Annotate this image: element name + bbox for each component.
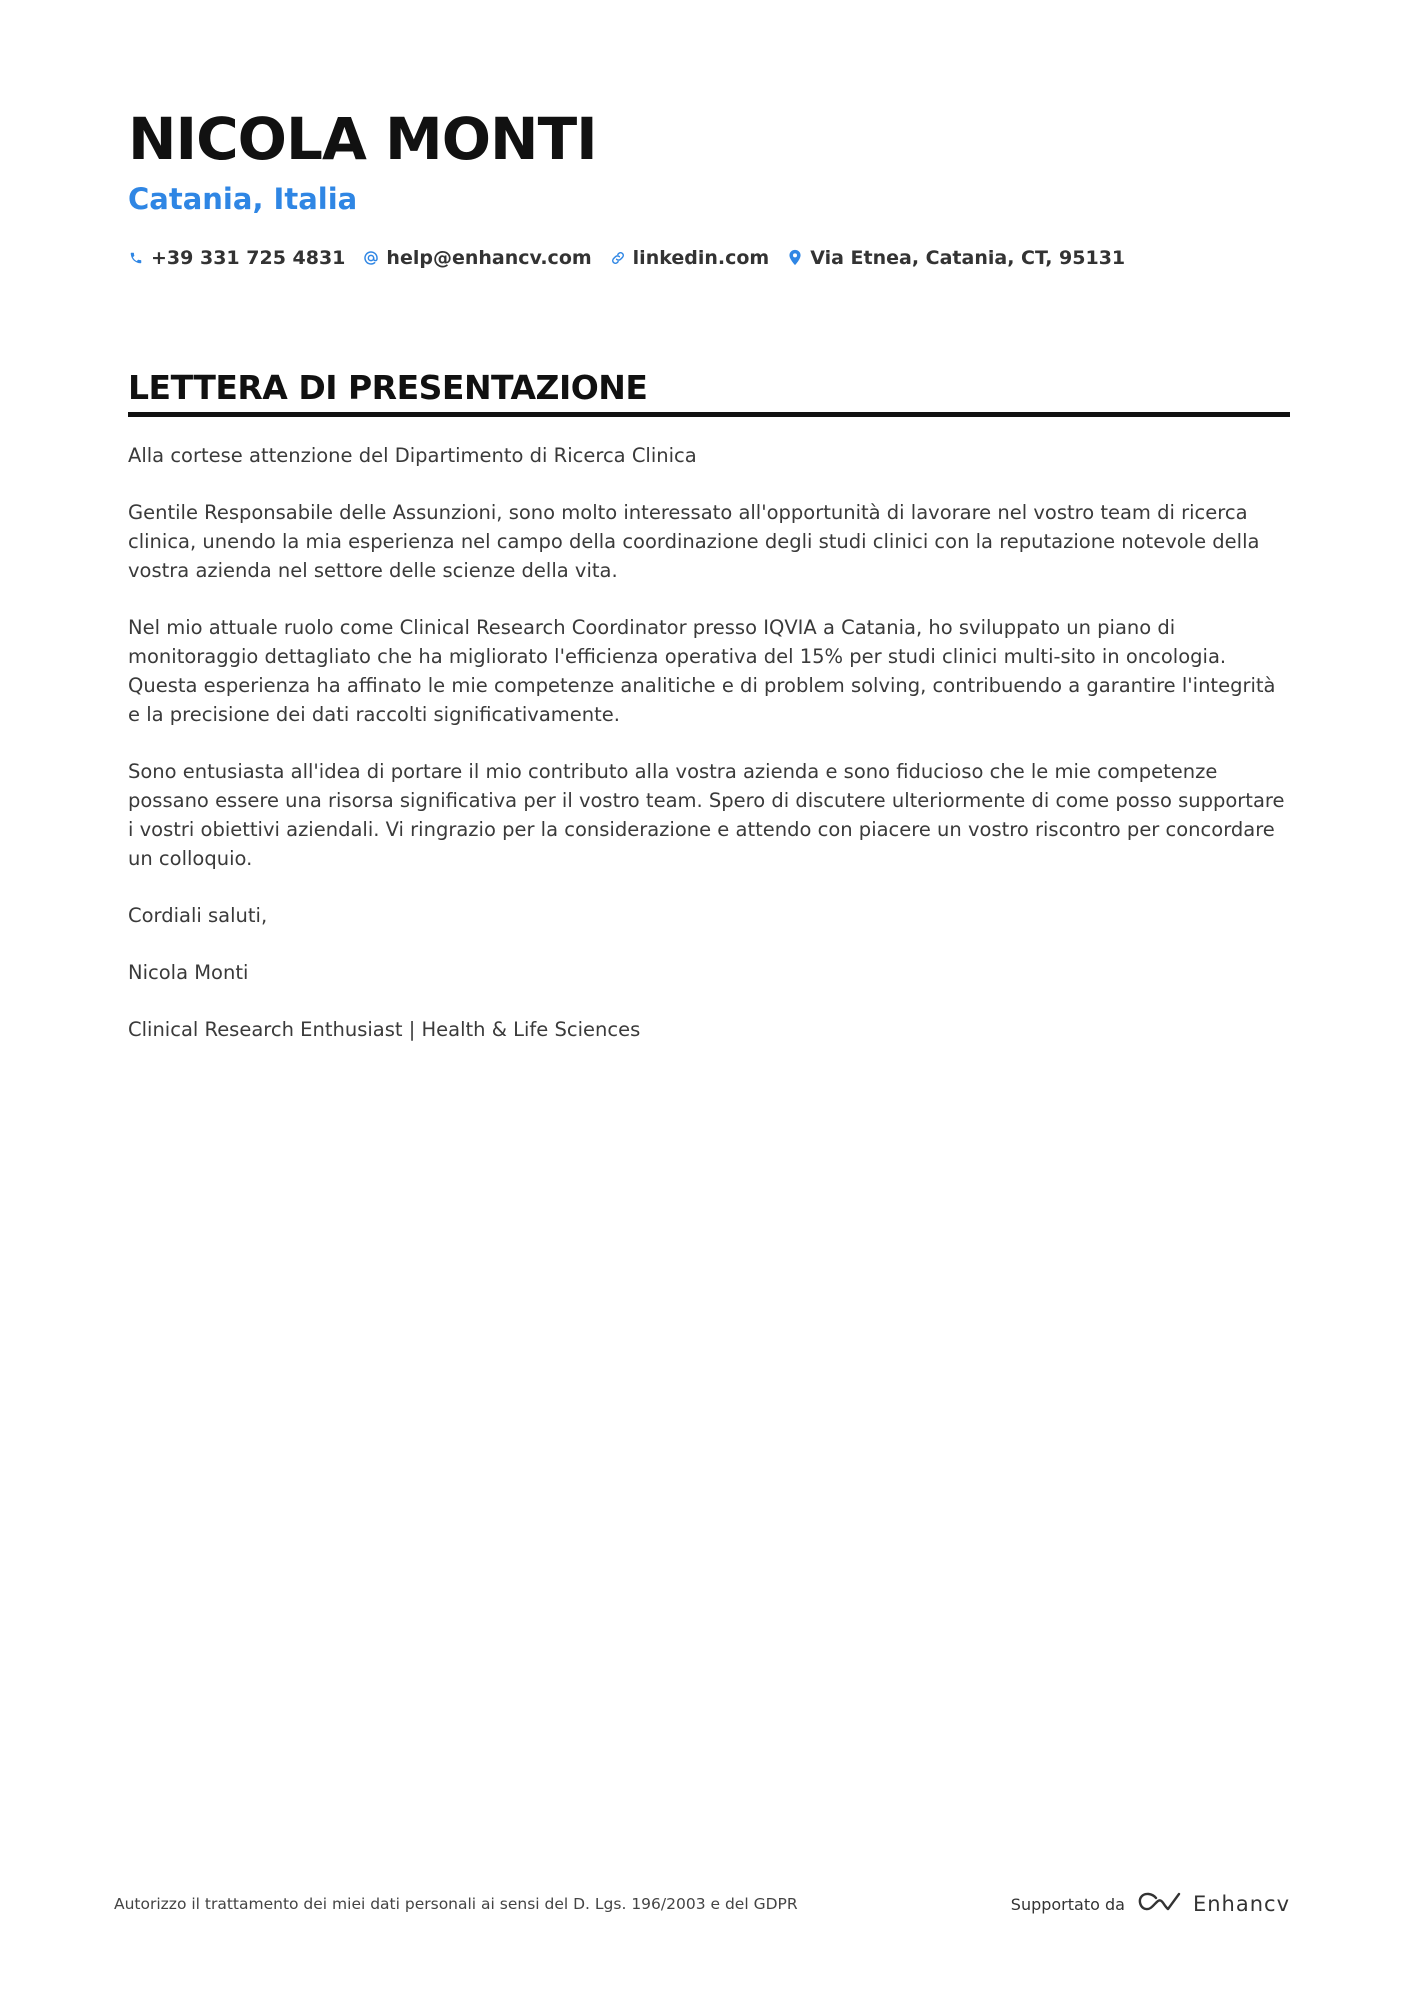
link-icon: [610, 249, 626, 267]
header: [128, 105, 1288, 269]
enhancv-logo-icon: [1137, 1890, 1183, 1918]
contact-email[interactable]: [363, 247, 591, 269]
cover-letter-section: [128, 368, 1290, 1072]
brand-logo[interactable]: [1137, 1890, 1290, 1918]
at-icon: [363, 249, 379, 267]
contact-address: [787, 247, 1125, 269]
letter-body: [128, 441, 1290, 1044]
privacy-consent: Autorizzo il trattamento dei miei dati personali ai sensi del D. Lgs. 196/2003 e del GDPR: [114, 1895, 798, 1913]
footer: [114, 1890, 1290, 1918]
candidate-name: NICOLA MONTI: [128, 105, 597, 173]
letter-salutation-line: Alla cortese attenzione del Dipartimento di Ricerca Clinica: [128, 443, 697, 467]
phone-text: +39 331 725 4831: [151, 246, 346, 269]
contact-bar: [128, 247, 1288, 269]
contact-website[interactable]: [610, 247, 770, 269]
powered-by-label: Supportato da: [1010, 1894, 1125, 1914]
letter-paragraph-1: Gentile Responsabile delle Assunzioni, sono molto interessato all'opportunità di lavorare nel vostro team di ricerca clinica, unendo la mia esperienza nel campo della coordinazione degli studi clinici con la reputazione notevole della vostra azienda nel settore delle scienze della vita.: [128, 500, 1260, 582]
website-text: linkedin.com: [632, 246, 770, 269]
section-divider: [128, 412, 1290, 417]
section-title: LETTERA DI PRESENTAZIONE: [128, 368, 648, 407]
candidate-location: Catania, Italia: [128, 181, 358, 216]
letter-closing: Cordiali saluti,: [128, 903, 268, 927]
powered-by[interactable]: [1011, 1890, 1290, 1918]
contact-phone[interactable]: [128, 247, 345, 269]
email-text: help@enhancv.com: [386, 246, 592, 269]
brand-name: Enhancv: [1192, 1892, 1290, 1916]
signature-name: Nicola Monti: [128, 960, 249, 984]
phone-icon: [128, 249, 144, 267]
address-text: Via Etnea, Catania, CT, 95131: [810, 246, 1126, 269]
letter-paragraph-2: Nel mio attuale ruolo come Clinical Research Coordinator presso IQVIA a Catania, ho sviluppato un piano di monitoraggio dettagliato che ha migliorato l'efficienza operativa del 15% per studi clinici multi-sito in oncologia. Questa esperienza ha affinato le mie competenze analitiche e di problem solving, contribuendo a garantire l'integrità e la precisione dei dati raccolti significativamente.: [128, 615, 1276, 726]
map-pin-icon: [787, 249, 803, 267]
signature-title: Clinical Research Enthusiast | Health & Life Sciences: [128, 1017, 641, 1041]
letter-paragraph-3: Sono entusiasta all'idea di portare il mio contributo alla vostra azienda e sono fiducioso che le mie competenze possano essere una risorsa significativa per il vostro team. Spero di discutere ulteriormente di come posso supportare i vostri obiettivi aziendali. Vi ringrazio per la considerazione e attendo con piacere un vostro riscontro per concordare un colloquio.: [128, 759, 1285, 870]
